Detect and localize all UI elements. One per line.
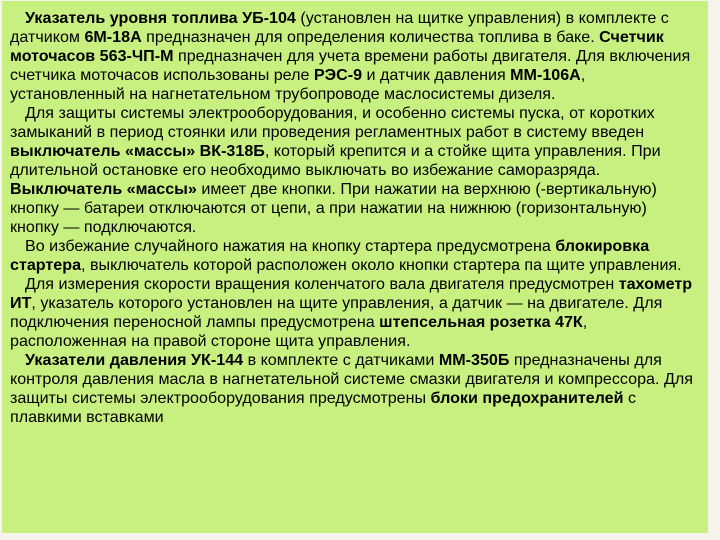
text-segment: и датчик давления: [362, 66, 511, 84]
text-segment: тахометр ИТ: [10, 275, 693, 312]
text-segment: 6М-18А: [84, 28, 142, 46]
paragraph: [10, 104, 700, 237]
text-segment: имеет две кнопки. При нажатии на верхнюю (-вертикальную) кнопку — батареи отключаются от цепи, а при нажатии на нижнюю (горизонтальную) кнопку — подключаются.: [10, 180, 657, 236]
text-segment: ММ-106А: [510, 66, 581, 84]
text-segment: , который крепится и а стойке щита управления. При длительной остановке его необходимо выключать во избежание саморазряда.: [10, 142, 661, 179]
text-segment: предназначен для определения количества топлива в баке.: [141, 28, 600, 46]
text-segment: Для измерения скорости вращения коленчатого вала двигателя предусмотрен: [25, 275, 619, 293]
paragraph: [10, 9, 700, 104]
text-segment: Указатели давления УК-144: [25, 351, 244, 369]
paragraph: [10, 351, 700, 427]
text-segment: Указатель уровня топлива УБ-104: [25, 9, 296, 27]
text-segment: , выключатель которой расположен около кнопки стартера па щите управления.: [81, 256, 682, 274]
text-box: [2, 1, 708, 533]
text-segment: , установленный на нагнетательном трубопроводе маслосистемы дизеля.: [10, 66, 586, 103]
text-segment: , расположенная на правой стороне щита управления.: [10, 313, 588, 350]
paragraph: [10, 275, 700, 351]
text-segment: с плавкими вставками: [10, 389, 637, 426]
text-segment: блоки предохранителей: [430, 389, 624, 407]
text-segment: , указатель которого установлен на щите управления, а датчик — на двигателе. Для подключения переносной лампы предусмотрена: [10, 294, 663, 331]
paragraph: [10, 237, 700, 275]
text-segment: блокировка стартера: [10, 237, 650, 274]
text-segment: предназначен для учета времени работы двигателя. Для включения счетчика моточасов использованы реле: [10, 47, 691, 84]
text-segment: в комплекте с датчиками: [243, 351, 439, 369]
text-segment: Счетчик моточасов 563-ЧП-М: [10, 28, 664, 65]
text-segment: ММ-350Б: [438, 351, 510, 369]
text-segment: Выключатель «массы»: [10, 180, 197, 198]
text-segment: штепсельная розетка 47К: [379, 313, 583, 331]
text-segment: Для защиты системы электрооборудования, и особенно системы пуска, от коротких замыканий в период стоянки или проведения регламентных работ в систему введен: [10, 104, 655, 141]
text-segment: выключатель «массы» ВК-318Б: [10, 142, 265, 160]
text-segment: РЭС-9: [313, 66, 363, 84]
text-segment: Во избежание случайного нажатия на кнопку стартера предусмотрена: [25, 237, 556, 255]
text-segment: предназначены для контроля давления масла в нагнетательной системе смазки двигателя и компрессора. Для защиты системы электрооборудования предусмотрены: [10, 351, 693, 407]
text-segment: (установлен на щитке управления) в комплекте с датчиком: [10, 9, 669, 46]
